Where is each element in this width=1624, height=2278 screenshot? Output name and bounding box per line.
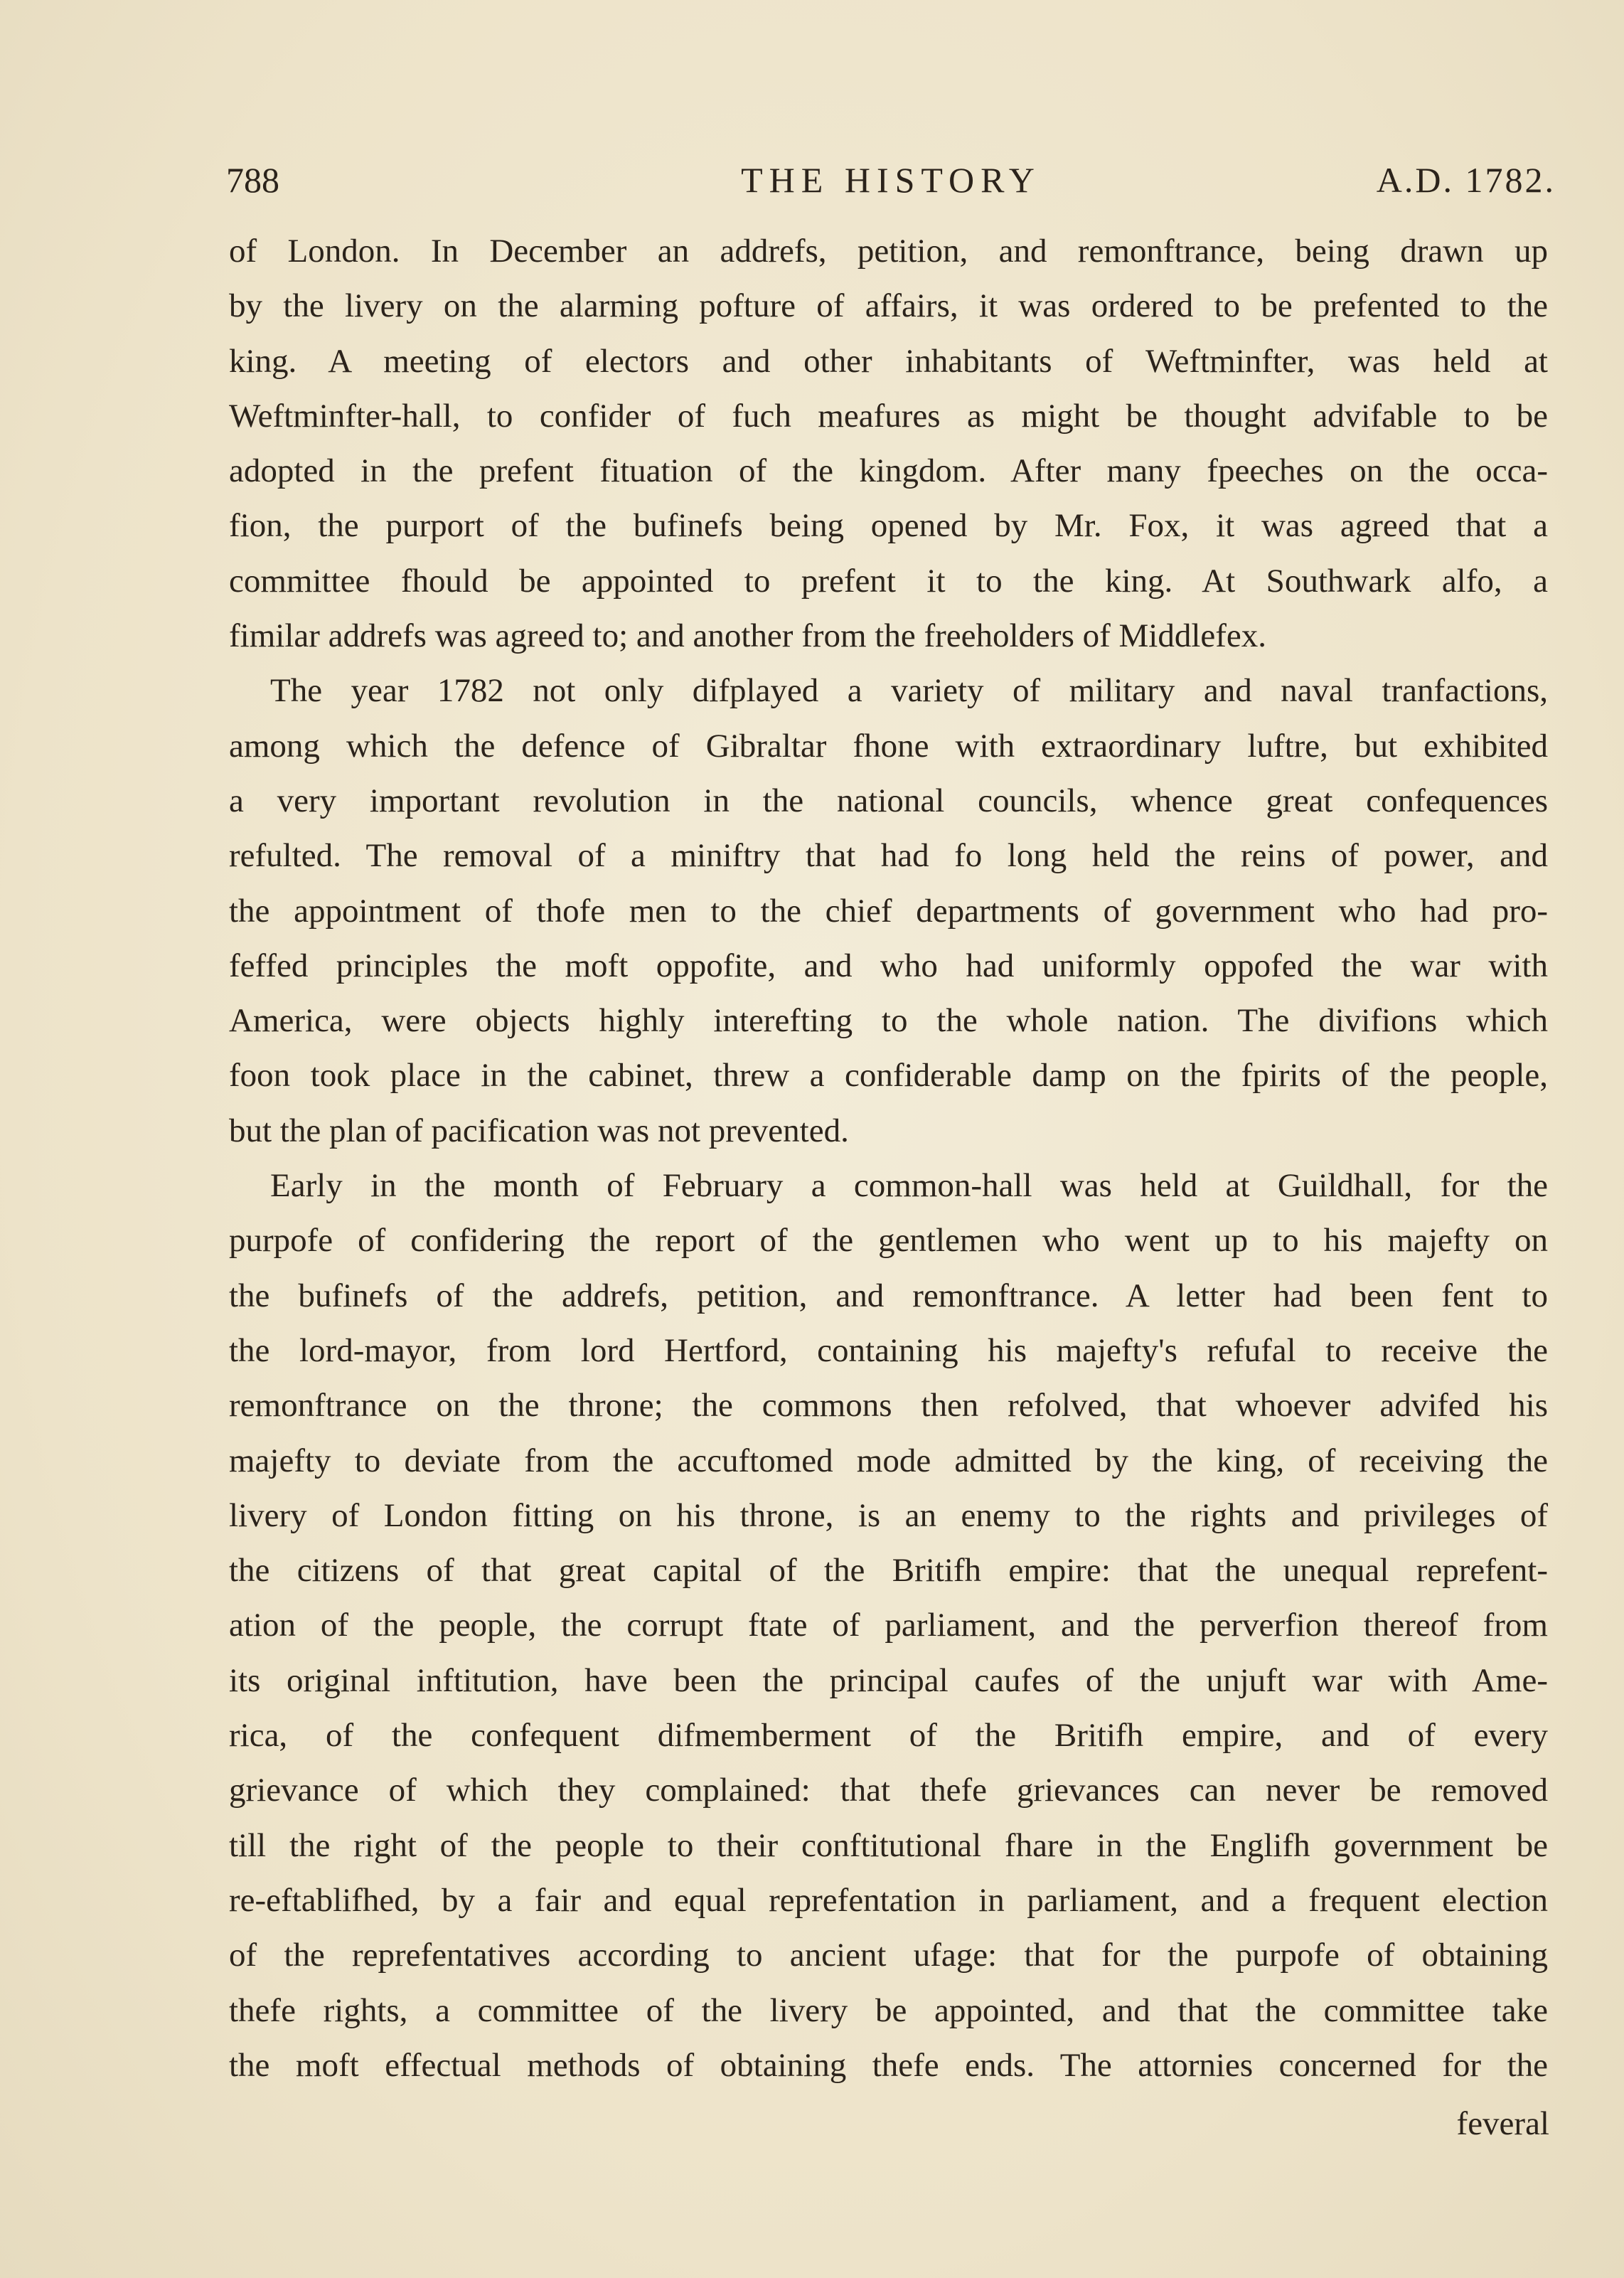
running-title: THE HISTORY xyxy=(741,160,1041,200)
text-line: feffed principles the moft oppofite, and who had uniformly oppofed the war with xyxy=(229,947,1548,984)
running-year: A.D. 1782. xyxy=(1376,160,1556,200)
text-line: of the reprefentatives according to ancient ufage: that for the purpofe of obtaining xyxy=(229,1937,1548,1974)
text-line: grievance of which they complained: that thefe grievances can never be removed xyxy=(229,1772,1548,1809)
page-number: 788 xyxy=(226,160,279,200)
text-line: the bufinefs of the addrefs, petition, and remonftrance. A letter had been fent to xyxy=(229,1277,1548,1314)
text-line: foon took place in the cabinet, threw a confiderable damp on the fpirits of the people, xyxy=(229,1057,1548,1095)
text-line: purpofe of confidering the report of the gentlemen who went up to his majefty on xyxy=(229,1222,1548,1260)
text-line: king. A meeting of electors and other inhabitants of Weftminfter, was held at xyxy=(229,342,1548,380)
text-line: ation of the people, the corrupt ftate of parliament, and the perverfion thereof from xyxy=(229,1607,1548,1644)
text-line: re-eftablifhed, by a fair and equal reprefentation in parliament, and a frequent election xyxy=(229,1881,1548,1919)
text-line: adopted in the prefent fituation of the kingdom. After many fpeeches on the occa- xyxy=(229,452,1548,490)
text-line: thefe rights, a committee of the livery be appointed, and that the committee take xyxy=(229,1991,1548,2029)
text-line: livery of London fitting on his throne, is an enemy to the rights and privileges of xyxy=(229,1496,1548,1534)
text-line: by the livery on the alarming pofture of affairs, it was ordered to be prefented to the xyxy=(229,287,1548,325)
text-line: the moft effectual methods of obtaining thefe ends. The attornies concerned for the xyxy=(229,2046,1548,2084)
text-line: remonftrance on the throne; the commons then refolved, that whoever advifed his xyxy=(229,1387,1548,1425)
text-line: refulted. The removal of a miniftry that had fo long held the reins of power, and xyxy=(229,837,1548,875)
text-line: the lord-mayor, from lord Hertford, containing his majefty's refufal to receive the xyxy=(229,1331,1548,1369)
text-line: of London. In December an addrefs, petition, and remonftrance, being drawn up xyxy=(229,233,1548,270)
text-line: the citizens of that great capital of the Britifh empire: that the unequal reprefent- xyxy=(229,1552,1548,1590)
text-line: a very important revolution in the national councils, whence great confequences xyxy=(229,782,1548,819)
body-text xyxy=(229,224,1548,2093)
paragraph-start-line: Early in the month of February a common-hall was held at Guildhall, for the xyxy=(270,1167,1548,1205)
text-line: rica, of the confequent difmemberment of the Britifh empire, and of every xyxy=(229,1717,1548,1755)
text-line: among which the defence of Gibraltar fhone with extraordinary luftre, but exhibited xyxy=(229,727,1548,765)
catchword: feveral xyxy=(1456,2105,1549,2142)
text-line: fion, the purport of the bufinefs being opened by Mr. Fox, it was agreed that a xyxy=(229,507,1548,545)
running-head xyxy=(226,155,1556,205)
text-line: America, were objects highly interefting to the whole nation. The divifions which xyxy=(229,1002,1548,1040)
text-line: fimilar addrefs was agreed to; and another from the freeholders of Middlefex. xyxy=(229,617,1267,655)
text-line: its original inftitution, have been the principal caufes of the unjuft war with Ame- xyxy=(229,1661,1548,1699)
text-line: till the right of the people to their conftitutional fhare in the Englifh government be xyxy=(229,1826,1548,1864)
text-line: majefty to deviate from the accuftomed mode admitted by the king, of receiving the xyxy=(229,1442,1548,1479)
text-line: committee fhould be appointed to prefent it to the king. At Southwark alfo, a xyxy=(229,562,1548,600)
text-line: Weftminfter-hall, to confider of fuch meafures as might be thought advifable to be xyxy=(229,397,1548,435)
text-line: the appointment of thofe men to the chief departments of government who had pro- xyxy=(229,892,1548,930)
text-line: but the plan of pacification was not prevented. xyxy=(229,1112,849,1149)
paragraph-start-line: The year 1782 not only difplayed a variety of military and naval tranfactions, xyxy=(270,672,1548,710)
